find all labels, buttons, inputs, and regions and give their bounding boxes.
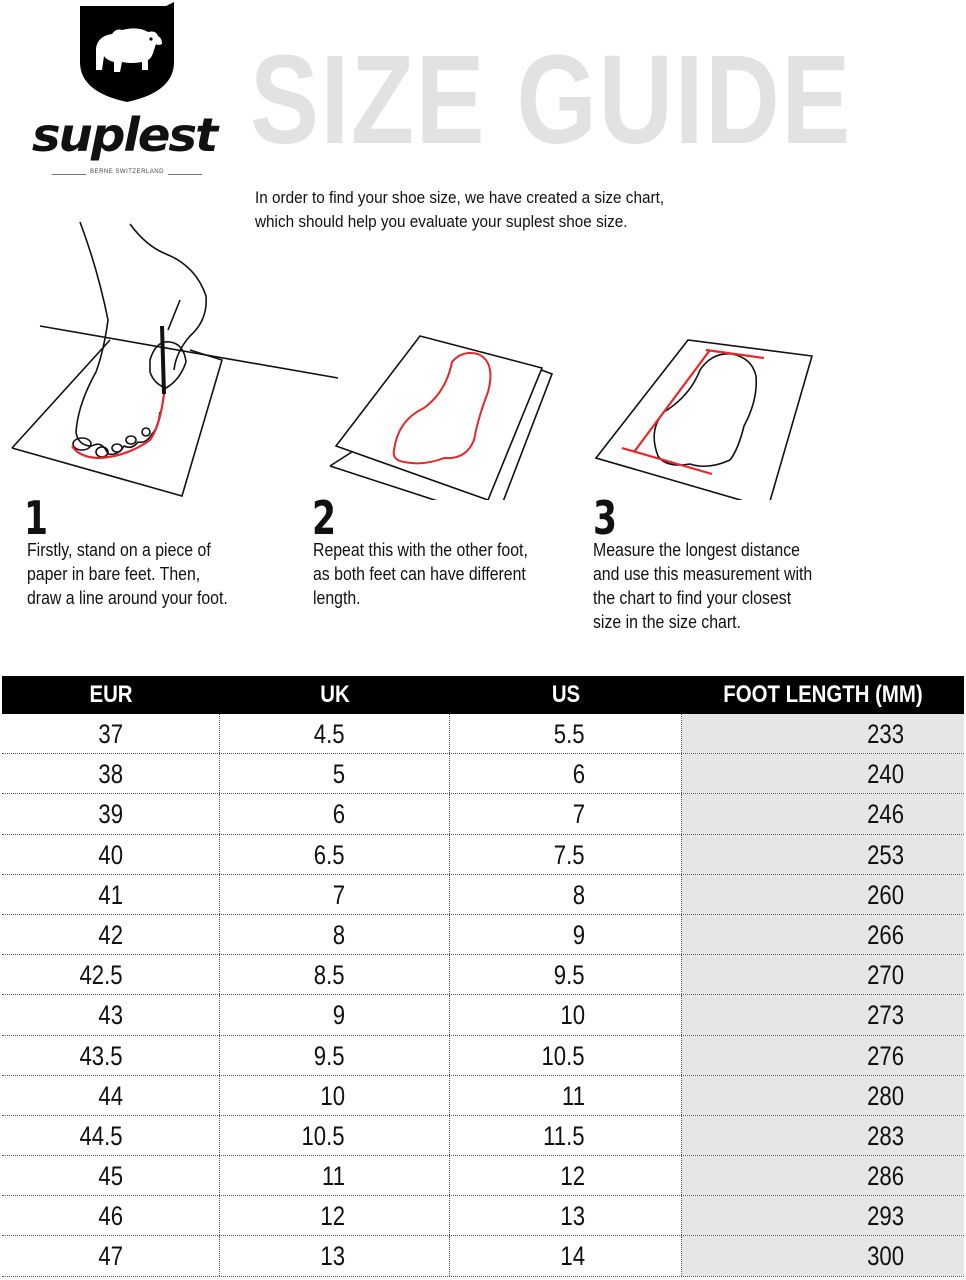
table-row (2, 1196, 964, 1236)
cell-value: 9 (332, 1000, 345, 1031)
cell-value: 276 (867, 1040, 904, 1071)
cell-us (450, 1036, 682, 1075)
cell-foot-length (682, 1036, 964, 1075)
table-row (2, 835, 964, 875)
cell-foot-length (682, 1236, 964, 1275)
cell-value: 43.5 (79, 1040, 123, 1071)
brand-tagline-block (52, 166, 202, 182)
cell-value: 300 (867, 1241, 904, 1272)
cell-value: 6.5 (314, 839, 345, 870)
cell-value: 13 (560, 1201, 585, 1232)
step2-papers-illustration (330, 336, 552, 500)
cell-value: 12 (320, 1201, 345, 1232)
cell-foot-length (682, 794, 964, 833)
cell-value: 6 (572, 759, 585, 790)
cell-us (450, 915, 682, 954)
cell-value: 233 (867, 719, 904, 749)
cell-value: 9.5 (554, 960, 585, 991)
step1-foot-drawing-illustration (12, 222, 338, 496)
bear-shield-icon (78, 0, 176, 102)
cell-value: 13 (320, 1241, 345, 1272)
cell-eur (2, 835, 220, 874)
tagline-rule-right (168, 174, 202, 175)
cell-uk (220, 875, 450, 914)
size-chart-table (2, 676, 964, 1277)
cell-eur (2, 794, 220, 833)
cell-value: 12 (560, 1161, 585, 1192)
step-2-text: Repeat this with the other foot, as both feet can have different length. (313, 540, 528, 608)
cell-uk (220, 1236, 450, 1275)
cell-uk (220, 754, 450, 793)
cell-foot-length (682, 995, 964, 1034)
column-header-eur: EUR (89, 681, 133, 708)
cell-value: 10 (560, 1000, 585, 1031)
cell-eur (2, 1156, 220, 1195)
cell-us (450, 835, 682, 874)
step1-red-outline (72, 394, 164, 458)
cell-eur (2, 1116, 220, 1155)
cell-value: 42 (98, 919, 123, 950)
cell-value: 8.5 (314, 960, 345, 991)
table-row (2, 915, 964, 955)
table-row (2, 1116, 964, 1156)
cell-value: 253 (867, 839, 904, 870)
cell-uk (220, 1036, 450, 1075)
cell-uk (220, 714, 450, 753)
cell-us (450, 1156, 682, 1195)
cell-value: 8 (332, 919, 345, 950)
cell-us (450, 955, 682, 994)
cell-eur (2, 915, 220, 954)
cell-value: 45 (98, 1161, 123, 1192)
table-row (2, 1036, 964, 1076)
table-row (2, 1076, 964, 1116)
brand-wordmark: suplest (31, 108, 217, 162)
cell-foot-length (682, 835, 964, 874)
cell-value: 10.5 (301, 1120, 345, 1151)
cell-value: 9 (572, 919, 585, 950)
cell-value: 286 (867, 1161, 904, 1192)
cell-foot-length (682, 1076, 964, 1115)
cell-value: 47 (98, 1241, 123, 1272)
cell-eur (2, 714, 220, 753)
cell-foot-length (682, 955, 964, 994)
cell-uk (220, 1116, 450, 1155)
tagline-rule-left (52, 174, 86, 175)
cell-uk (220, 835, 450, 874)
cell-uk (220, 1196, 450, 1235)
cell-value: 44 (98, 1080, 123, 1111)
cell-eur (2, 754, 220, 793)
cell-value: 6 (332, 799, 345, 830)
cell-value: 240 (867, 759, 904, 790)
intro-text: In order to find your shoe size, we have created a size chart, which should help you evaluate your suplest shoe size. (255, 188, 665, 231)
column-header-foot-length: FOOT LENGTH (MM) (723, 681, 923, 708)
cell-us (450, 995, 682, 1034)
cell-foot-length (682, 1196, 964, 1235)
cell-value: 10.5 (541, 1040, 585, 1071)
cell-value: 273 (867, 1000, 904, 1031)
cell-value: 39 (98, 799, 123, 830)
cell-value: 7 (332, 879, 345, 910)
table-row (2, 995, 964, 1035)
cell-foot-length (682, 714, 964, 753)
cell-value: 10 (320, 1080, 345, 1111)
cell-us (450, 714, 682, 753)
cell-us (450, 1116, 682, 1155)
step3-measure-illustration (596, 340, 812, 500)
cell-value: 7 (572, 799, 585, 830)
cell-value: 5 (332, 759, 345, 790)
cell-value: 44.5 (79, 1120, 123, 1151)
step-1-text: Firstly, stand on a piece of paper in bare feet. Then, draw a line around your foot. (27, 540, 228, 608)
step-3-number: 3 (593, 491, 618, 545)
cell-uk (220, 915, 450, 954)
cell-foot-length (682, 1156, 964, 1195)
cell-value: 11 (322, 1161, 345, 1192)
cell-value: 46 (98, 1201, 123, 1232)
cell-value: 8 (572, 879, 585, 910)
cell-value: 42.5 (79, 960, 123, 991)
cell-uk (220, 995, 450, 1034)
cell-foot-length (682, 875, 964, 914)
cell-us (450, 1236, 682, 1275)
cell-eur (2, 1236, 220, 1275)
cell-value: 43 (98, 1000, 123, 1031)
cell-value: 14 (560, 1241, 585, 1272)
cell-uk (220, 794, 450, 833)
cell-eur (2, 875, 220, 914)
table-row (2, 794, 964, 834)
cell-eur (2, 995, 220, 1034)
cell-value: 41 (98, 879, 123, 910)
table-row (2, 955, 964, 995)
cell-value: 293 (867, 1201, 904, 1232)
cell-foot-length (682, 915, 964, 954)
cell-us (450, 754, 682, 793)
cell-value: 246 (867, 799, 904, 830)
cell-value: 283 (867, 1120, 904, 1151)
cell-value: 280 (867, 1080, 904, 1111)
cell-uk (220, 1156, 450, 1195)
cell-uk (220, 1076, 450, 1115)
cell-uk (220, 955, 450, 994)
cell-value: 266 (867, 919, 904, 950)
cell-value: 7.5 (554, 839, 585, 870)
cell-eur (2, 1036, 220, 1075)
brand-logo (20, 0, 220, 182)
table-body (2, 714, 964, 1277)
cell-value: 5.5 (554, 719, 585, 749)
cell-eur (2, 955, 220, 994)
cell-value: 11 (562, 1080, 585, 1111)
step-1-number: 1 (24, 491, 49, 545)
cell-us (450, 794, 682, 833)
cell-value: 37 (98, 719, 123, 749)
table-row (2, 1156, 964, 1196)
cell-value: 9.5 (314, 1040, 345, 1071)
table-row (2, 1236, 964, 1276)
step-2-number: 2 (312, 491, 337, 545)
cell-foot-length (682, 754, 964, 793)
page-title: SIZE GUIDE (250, 29, 852, 170)
cell-value: 40 (98, 839, 123, 870)
table-header-row (2, 676, 964, 714)
table-row (2, 714, 964, 754)
cell-us (450, 1076, 682, 1115)
step-3-text: Measure the longest distance and use this measurement with the chart to find your closest size in the size chart. (593, 540, 813, 632)
cell-us (450, 875, 682, 914)
column-header-uk: UK (320, 681, 350, 708)
cell-value: 38 (98, 759, 123, 790)
steps-illustration (0, 200, 966, 500)
cell-value: 260 (867, 879, 904, 910)
cell-eur (2, 1076, 220, 1115)
cell-eur (2, 1196, 220, 1235)
table-row (2, 754, 964, 794)
brand-tagline: BERNE SWITZERLAND (90, 169, 164, 175)
cell-foot-length (682, 1116, 964, 1155)
table-row (2, 875, 964, 915)
cell-value: 270 (867, 960, 904, 991)
cell-value: 11.5 (543, 1120, 585, 1151)
cell-us (450, 1196, 682, 1235)
column-header-us: US (551, 681, 581, 708)
cell-value: 4.5 (314, 719, 345, 749)
